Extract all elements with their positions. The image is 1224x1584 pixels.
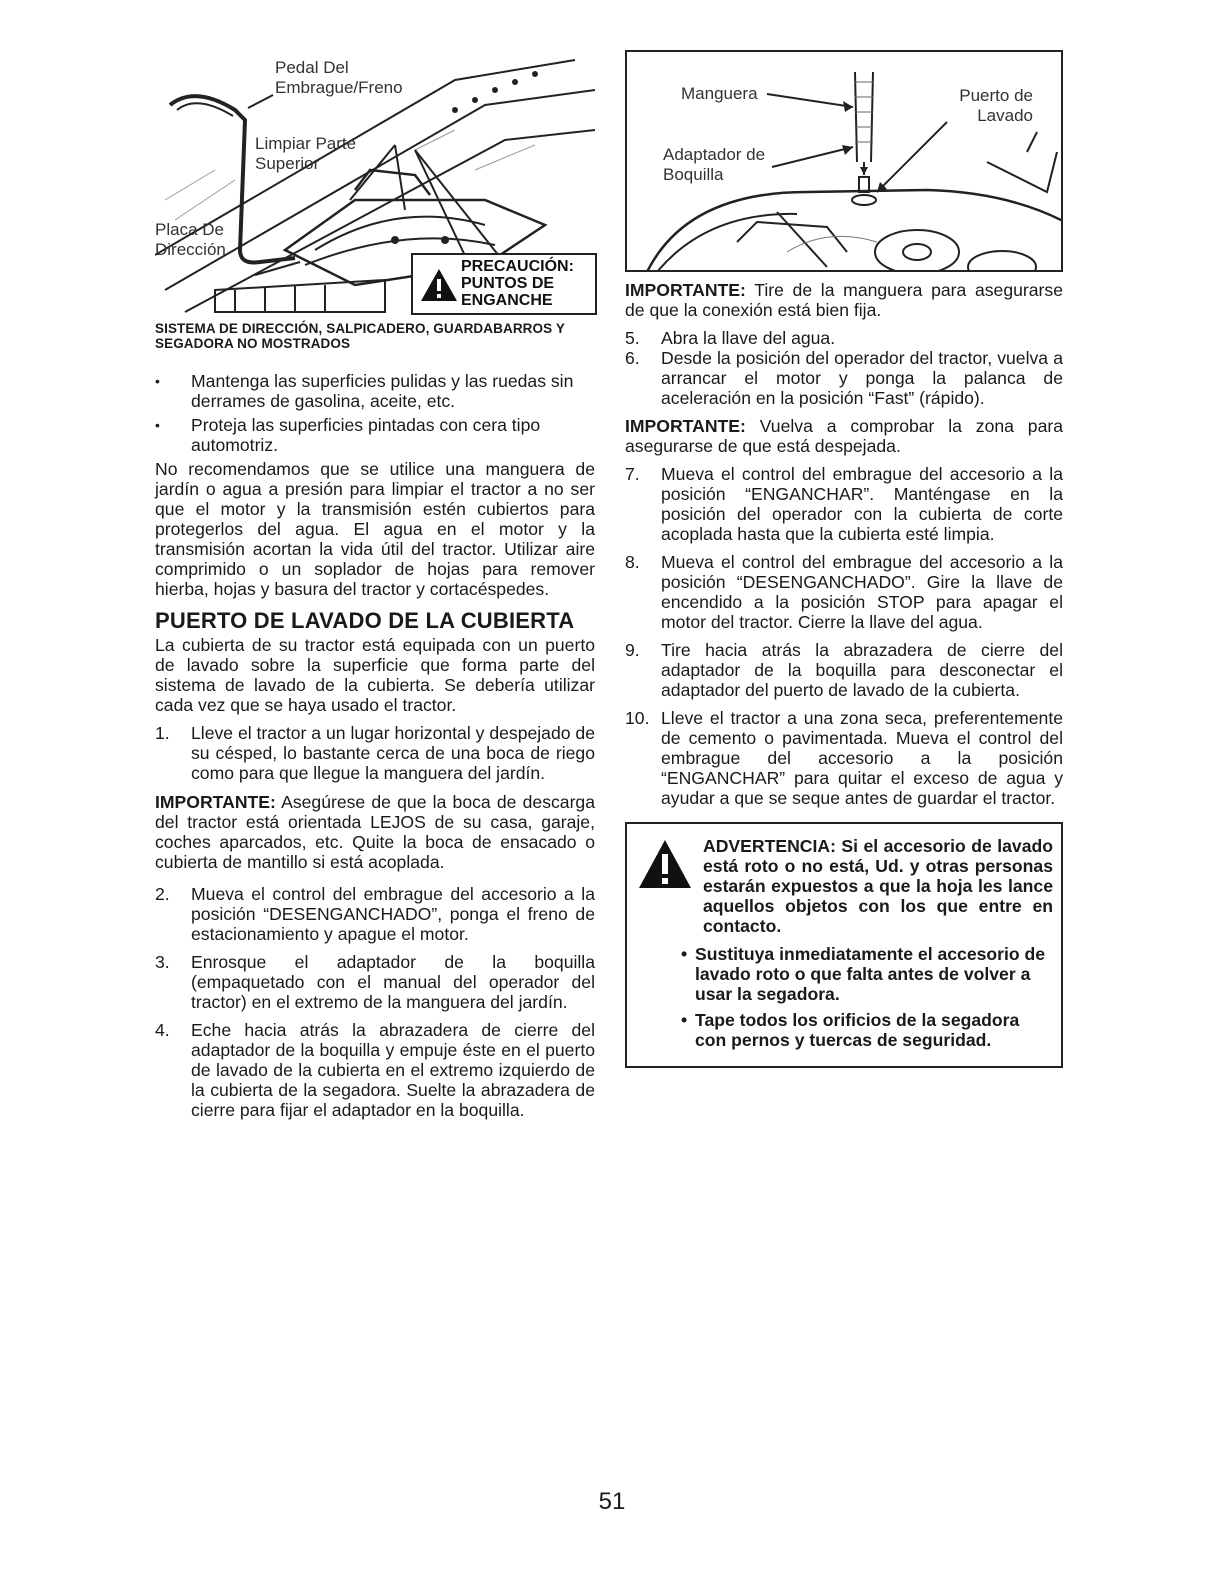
caution-box [411,253,597,315]
important-label: IMPORTANTE: [625,416,746,436]
step-number: 5. [625,328,640,348]
label-limpiar: Limpiar Parte Superior [255,134,357,173]
step-number: 9. [625,640,640,660]
step-item [155,884,595,944]
steps-list-4 [625,464,1063,808]
label-puerto: Puerto de Lavado [959,86,1033,125]
steps-list-1 [155,723,595,783]
warning-triangle-icon [637,838,693,890]
step-text: Abra la llave del agua. [661,328,836,348]
section-heading: PUERTO DE LAVADO DE LA CUBIERTA [155,608,575,633]
step-text: Mueva el control del embrague del accesorio a la posición “DESENGANCHADO”, ponga el freno de estacionamiento y apague el motor. [191,884,595,944]
step-text: Mueva el control del embrague del accesorio a la posición “DESENGANCHADO”. Gire la llave de encendido a la posición STOP para apagar el motor del tractor. Cierre la llave del agua. [661,552,1063,632]
label-pedal: Pedal Del Embrague/Freno [275,58,403,97]
step-item [625,552,1063,632]
paragraph-hose-warning: No recomendamos que se utilice una manguera de jardín o agua a presión para limpiar el tractor a no ser que el motor y la transmisión estén cubiertos para protegerlos del agua. El agua en el motor y la transmisión acortan la vida útil del tractor. Utilizar aire comprimido o un soplador de hojas para remover hierba, hojas y basura del tractor y cortacéspedes. [155,459,595,599]
paragraph-wash-port: La cubierta de su tractor está equipada con un puerto de lavado sobre la superficie que forma parte del sistema de lavado de la cubierta. Se debería utilizar cada vez que se haya usado el tractor. [155,635,595,715]
step-item [155,1020,595,1120]
step-text: Mueva el control del embrague del accesorio a la posición “ENGANCHAR”. Manténgase en la posición del operador con la cubierta de corte acoplada hasta que la cubierta esté limpia. [661,464,1063,544]
step-item [625,708,1063,808]
list-item: • Tape todos los orificios de la segadora con pernos y tuercas de seguridad. [635,1010,1053,1050]
important-text: Asegúrese de que la boca de descarga del tractor está orientada LEJOS de su casa, garaje, coches aparcados, etc. Quite la boca de ensacado o cubierta de mantillo si está acoplada. [155,792,596,872]
step-number: 6. [625,348,640,368]
caution-text: PRECAUCIÓN: PUNTOS DE ENGANCHE [461,258,574,309]
label-placa: Placa De Dirección [155,220,226,259]
label-manguera: Manguera [681,84,758,103]
step-text: Lleve el tractor a una zona seca, preferentemente de cemento o pavimentada. Mueva el control del embrague del accesorio a la posición “ENGANCHAR” para quitar el exceso de agua y ayudar a que se seque antes de guardar el tractor. [661,708,1063,808]
step-text: Enrosque el adaptador de la boquilla (empaquetado con el manual del operador del tractor) en el extremo de la manguera del jardín. [191,952,595,1012]
step-item [155,723,595,783]
step-item [625,328,1063,348]
step-item [625,348,1063,408]
step-text: Lleve el tractor a un lugar horizontal y despejado de su césped, lo bastante cerca de una boca de riego como para que llegue la manguera del jardín. [191,723,595,783]
step-number: 4. [155,1020,170,1040]
warning-box [625,822,1063,1068]
right-column [625,50,1063,1068]
label-adaptador: Adaptador de Boquilla [663,145,766,184]
step-text: Tire hacia atrás la abrazadera de cierre del adaptador de la boquilla para desconectar el adaptador del puerto de lavado de la cubierta. [661,640,1063,700]
step-number: 3. [155,952,170,972]
step-item [625,640,1063,700]
step-item [625,464,1063,544]
steps-list-3 [625,328,1063,408]
list-item: • Sustituya inmediatamente el accesorio de lavado roto o que falta antes de volver a usar la segadora. [635,944,1053,1004]
page-number: 51 [598,1488,626,1515]
step-number: 7. [625,464,640,484]
important-note-2 [625,280,1063,320]
left-column [155,50,595,1128]
important-label: IMPORTANTE: [625,280,746,300]
step-number: 2. [155,884,170,904]
warning-bullets [635,944,1053,1050]
figure-caption: SISTEMA DE DIRECCIÓN, SALPICADERO, GUARDABARROS Y SEGADORA NO MOSTRADOS [155,321,565,351]
important-text: Vuelva a comprobar la zona para asegurarse de que está despejada. [625,416,1063,456]
important-note-1 [155,792,595,872]
step-text: Eche hacia atrás la abrazadera de cierre del adaptador de la boquilla y empuje éste en el puerto de lavado de la cubierta en el extremo izquierdo de la cubierta de la segadora. Suelte la abrazadera de cierre para fijar el adaptador en la boquilla. [191,1020,595,1120]
important-note-3 [625,416,1063,456]
wash-port-figure [625,50,1063,272]
warning-title: ADVERTENCIA: Si el accesorio de lavado está roto o no está, Ud. y otras personas estarán expuestos a que la hoja les lance aquellos objetos con los que entre en contacto. [703,836,1053,936]
step-item [155,952,595,1012]
step-number: 8. [625,552,640,572]
step-text: Desde la posición del operador del tractor, vuelva a arrancar el motor y ponga la palanca de aceleración en la posición “Fast” (rápido). [661,348,1063,408]
steps-list-2 [155,884,595,1120]
care-bullets [155,371,595,455]
list-item: • Proteja las superficies pintadas con cera tipo automotriz. [155,415,595,455]
list-item: • Mantenga las superficies pulidas y las ruedas sin derrames de gasolina, aceite, etc. [155,371,595,411]
important-text: Tire de la manguera para asegurarse de que la conexión está bien fija. [625,280,1063,320]
important-label: IMPORTANTE: [155,792,276,812]
warning-triangle-icon [419,267,459,303]
step-number: 1. [155,723,170,743]
step-number: 10. [625,708,650,728]
steering-figure [155,50,595,315]
